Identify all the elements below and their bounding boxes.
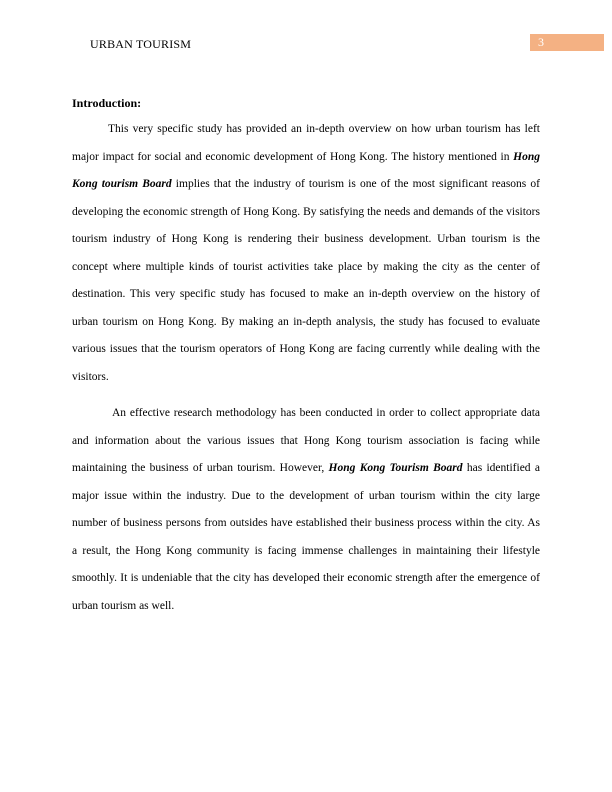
page-number-box [530, 34, 604, 51]
paragraph-2-text-a: An effective research methodology has been conducted in order to collect appropriate data and information about the various issues that Hong Kong tourism association is facing while maintaining the business of urban tourism. However, [72, 407, 540, 474]
paragraph-1-text-b: implies that the industry of tourism is one of the most significant reasons of developing the economic strength of Hong Kong. By satisfying the needs and demands of the visitors tourism industry of Hong Kong is rendering their business development. Urban tourism is the concept where multiple kinds of tourist activities take place by making the city as the center of destination. This very specific study has focused to make an in-depth overview on the history of urban tourism on Hong Kong. By making an in-depth analysis, the study has focused to evaluate various issues that the tourism operators of Hong Kong are facing currently while dealing with the visitors. [72, 178, 540, 383]
running-header-title: URBAN TOURISM [90, 37, 192, 51]
paragraph-2-emphasis: Hong Kong Tourism Board [328, 462, 463, 474]
page-number: 3 [538, 35, 544, 49]
paragraph-1-text-a: This very specific study has provided an in-depth overview on how urban tourism has left major impact for social and economic development of Hong Kong. The history mentioned in [72, 123, 540, 163]
paragraph-1-emphasis: Hong Kong tourism Board [72, 150, 540, 190]
paragraph-1 [72, 116, 540, 391]
paragraph-2 [72, 400, 540, 620]
document-body [72, 93, 540, 620]
paragraph-2-text-b: has identified a major issue within the industry. Due to the development of urban tourism within the city large number of business persons from outsides have established their business process within the city. As a result, the Hong Kong community is facing immense challenges in maintaining their lifestyle smoothly. It is undeniable that the city has developed their economic strength after the emergence of urban tourism as well. [72, 462, 540, 612]
section-heading: Introduction: [72, 96, 142, 110]
